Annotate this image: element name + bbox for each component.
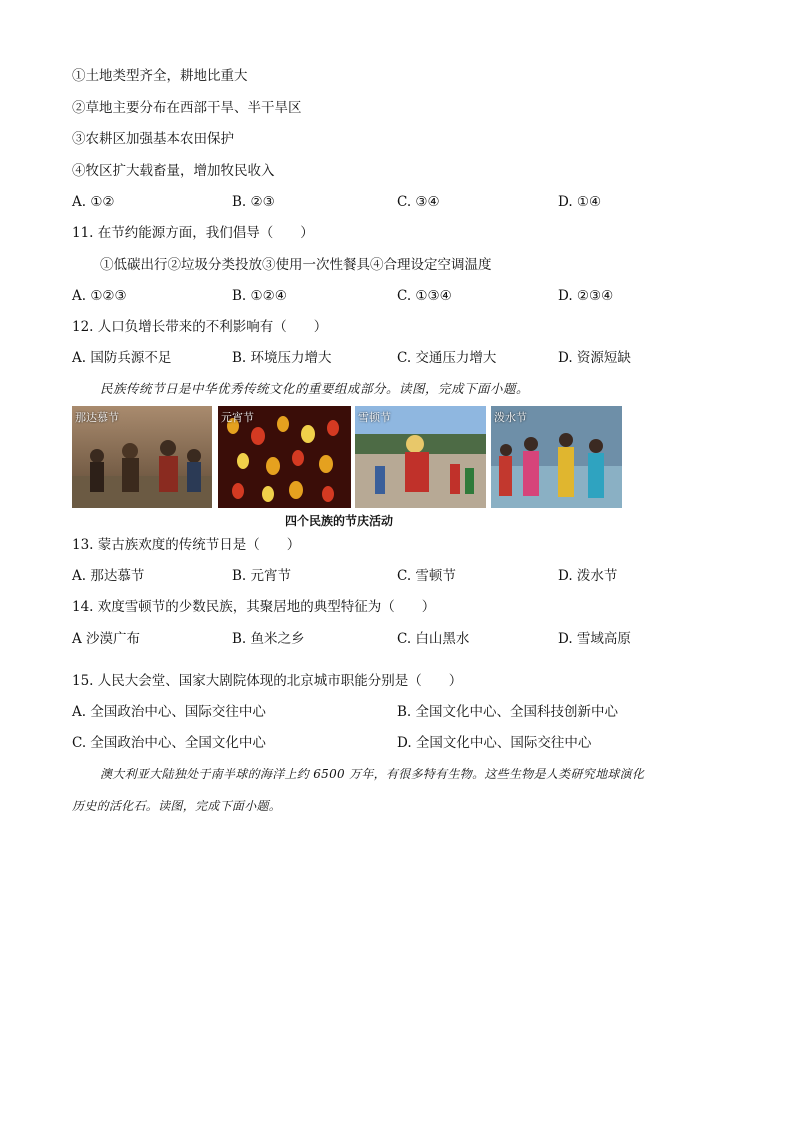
photos-caption: 四个民族的节庆活动: [285, 514, 394, 528]
q11-option-a: A. ①②③: [72, 288, 127, 304]
q15-option-d: D. 全国文化中心、国际交往中心: [397, 735, 592, 751]
q12-stem: 12. 人口负增长带来的不利影响有（ ）: [72, 319, 328, 335]
q15-option-b: B. 全国文化中心、全国科技创新中心: [397, 704, 619, 720]
q11-option-d: D. ②③④: [558, 288, 614, 304]
australia-intro-line2: 历史的活化石。读图，完成下面小题。: [72, 799, 282, 813]
q11-sub: ①低碳出行②垃圾分类投放③使用一次性餐具④合理设定空调温度: [100, 257, 492, 273]
q13-stem: 13. 蒙古族欢度的传统节日是（ ）: [72, 537, 301, 553]
festival-intro: 民族传统节日是中华优秀传统文化的重要组成部分。读图，完成下面小题。: [100, 381, 530, 396]
q10-options: [72, 193, 722, 211]
q15-option-a: A. 全国政治中心、国际交往中心: [72, 704, 266, 720]
q11-stem: 11. 在节约能源方面，我们倡导（ ）: [72, 225, 314, 241]
q13-option-b: B. 元宵节: [232, 568, 292, 584]
q12-options: [72, 349, 722, 367]
q14-option-b: B. 鱼米之乡: [232, 631, 305, 647]
q14-option-a: A 沙漠广布: [72, 631, 141, 647]
statement-4: ④牧区扩大载畜量，增加牧民收入: [72, 163, 275, 179]
q10-option-b: B. ②③: [232, 194, 275, 210]
photo-lantern: [218, 406, 351, 508]
q12-option-b: B. 环境压力增大: [232, 350, 332, 366]
q13-option-a: A. 那达慕节: [72, 568, 145, 584]
q12-option-c: C. 交通压力增大: [397, 350, 497, 366]
photo-shoton: [355, 406, 486, 508]
q13-option-d: D. 泼水节: [558, 568, 618, 584]
festival-photos: [72, 406, 622, 508]
q13-option-c: C. 雪顿节: [397, 568, 456, 584]
q11-option-b: B. ①②④: [232, 288, 287, 304]
statement-2: ②草地主要分布在西部干旱、半干旱区: [72, 100, 302, 116]
australia-intro-line1: 澳大利亚大陆独处于南半球的海洋上约 6500 万年，有很多特有生物。这些生物是人类研究地球演化: [100, 767, 645, 781]
photo-label-naadam: 那达慕节: [75, 411, 119, 424]
q15-stem: 15. 人民大会堂、国家大剧院体现的北京城市职能分别是（ ）: [72, 673, 463, 689]
q15-options-row1: [72, 703, 722, 721]
q14-option-c: C. 白山黑水: [397, 631, 470, 647]
photo-naadam: [72, 406, 212, 508]
photo-label-lantern: 元宵节: [221, 411, 254, 424]
q15-option-c: C. 全国政治中心、全国文化中心: [72, 735, 266, 751]
photo-label-water: 泼水节: [494, 411, 527, 424]
q10-option-a: A. ①②: [72, 194, 115, 210]
q14-option-d: D. 雪域高原: [558, 631, 631, 647]
q11-option-c: C. ①③④: [397, 288, 452, 304]
photo-label-shoton: 雪顿节: [358, 411, 391, 424]
q14-options: [72, 630, 722, 648]
q11-options: [72, 287, 722, 305]
q10-option-d: D. ①④: [558, 194, 602, 210]
photo-water: [491, 406, 622, 508]
q12-option-a: A. 国防兵源不足: [72, 350, 172, 366]
statement-1: ①土地类型齐全，耕地比重大: [72, 68, 248, 84]
statement-3: ③农耕区加强基本农田保护: [72, 131, 234, 147]
q12-option-d: D. 资源短缺: [558, 350, 631, 366]
q15-options-row2: [72, 734, 722, 752]
q10-option-c: C. ③④: [397, 194, 440, 210]
q13-options: [72, 567, 722, 585]
q14-stem: 14. 欢度雪顿节的少数民族，其聚居地的典型特征为（ ）: [72, 599, 436, 615]
